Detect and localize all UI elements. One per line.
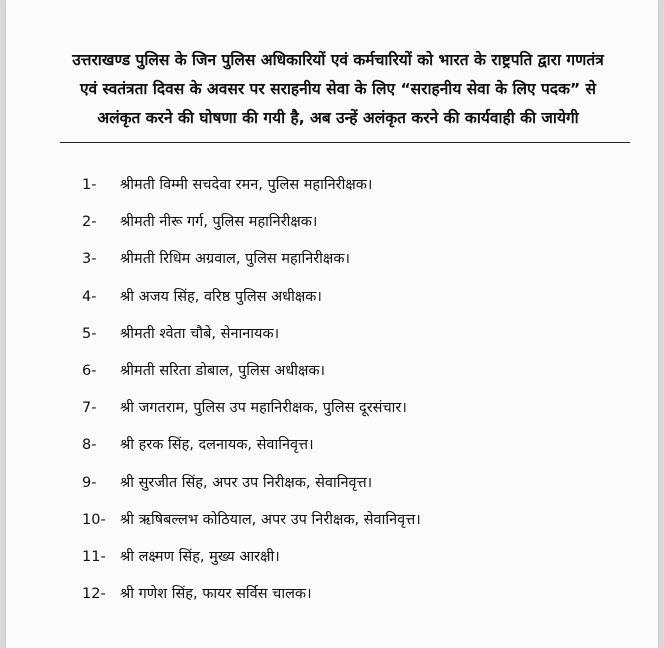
heading-line-3: अलंकृत करने की घोषणा की गयी है, अब उन्हें अलंकृत करने की कार्यवाही की जायेगी bbox=[97, 109, 579, 127]
item-number: 12- bbox=[82, 586, 106, 603]
list-item bbox=[6, 579, 658, 610]
list-item bbox=[6, 430, 658, 461]
item-text: श्रीमती विम्मी सचदेवा रमन, पुलिस महानिरीक्षक। bbox=[120, 177, 373, 193]
item-text: श्रीमती रिधिम अग्रवाल, पुलिस महानिरीक्षक। bbox=[120, 251, 350, 268]
item-text: श्रीमती नीरू गर्ग, पुलिस महानिरीक्षक। bbox=[120, 214, 318, 231]
document-page bbox=[6, 0, 658, 648]
document-heading bbox=[46, 46, 630, 133]
item-text: श्रीमती श्वेता चौबे, सेनानायक। bbox=[120, 325, 280, 342]
item-text: श्री अजय सिंह, वरिष्ठ पुलिस अधीक्षक। bbox=[120, 288, 322, 305]
item-number: 10- bbox=[82, 511, 106, 528]
item-number: 8- bbox=[82, 437, 97, 454]
list-item bbox=[6, 393, 658, 424]
item-text: श्री ऋषिबल्लभ कोठियाल, अपर उप निरीक्षक, सेवानिवृत्त। bbox=[120, 511, 421, 528]
item-number: 7- bbox=[82, 400, 97, 417]
list-item bbox=[6, 319, 658, 350]
heading-divider bbox=[60, 142, 630, 143]
item-number: 3- bbox=[82, 251, 97, 268]
awardee-list bbox=[6, 170, 658, 616]
list-item bbox=[6, 356, 658, 387]
item-text: श्री गणेश सिंह, फायर सर्विस चालक। bbox=[120, 586, 312, 603]
heading-line-2: एवं स्वतंत्रता दिवस के अवसर पर सराहनीय सेवा के लिए “सराहनीय सेवा के लिए पदक” से bbox=[79, 80, 597, 98]
item-text: श्री सुरजीत सिंह, अपर उप निरीक्षक, सेवानिवृत्त। bbox=[120, 474, 373, 491]
list-item bbox=[6, 207, 658, 238]
item-number: 2- bbox=[82, 214, 97, 231]
item-number: 5- bbox=[82, 325, 97, 342]
item-text: श्री लक्ष्मण सिंह, मुख्य आरक्षी। bbox=[120, 548, 280, 565]
item-text: श्री जगतराम, पुलिस उप महानिरीक्षक, पुलिस दूरसंचार। bbox=[120, 400, 407, 417]
list-item bbox=[6, 170, 658, 201]
item-text: श्रीमती सरिता डोबाल, पुलिस अधीक्षक। bbox=[120, 362, 326, 379]
heading-line-1: उत्तराखण्ड पुलिस के जिन पुलिस अधिकारियों एवं कर्मचारियों को भारत के राष्ट्रपति द्वारा गणतंत्र bbox=[72, 51, 604, 69]
item-number: 4- bbox=[82, 288, 97, 305]
list-item bbox=[6, 505, 658, 536]
list-item bbox=[6, 282, 658, 313]
item-number: 9- bbox=[82, 474, 97, 491]
item-number: 1- bbox=[82, 177, 97, 193]
item-number: 6- bbox=[82, 362, 97, 379]
item-text: श्री हरक सिंह, दलनायक, सेवानिवृत्त। bbox=[120, 437, 314, 454]
list-item bbox=[6, 244, 658, 275]
list-item bbox=[6, 542, 658, 573]
item-number: 11- bbox=[82, 548, 106, 565]
list-item bbox=[6, 468, 658, 499]
